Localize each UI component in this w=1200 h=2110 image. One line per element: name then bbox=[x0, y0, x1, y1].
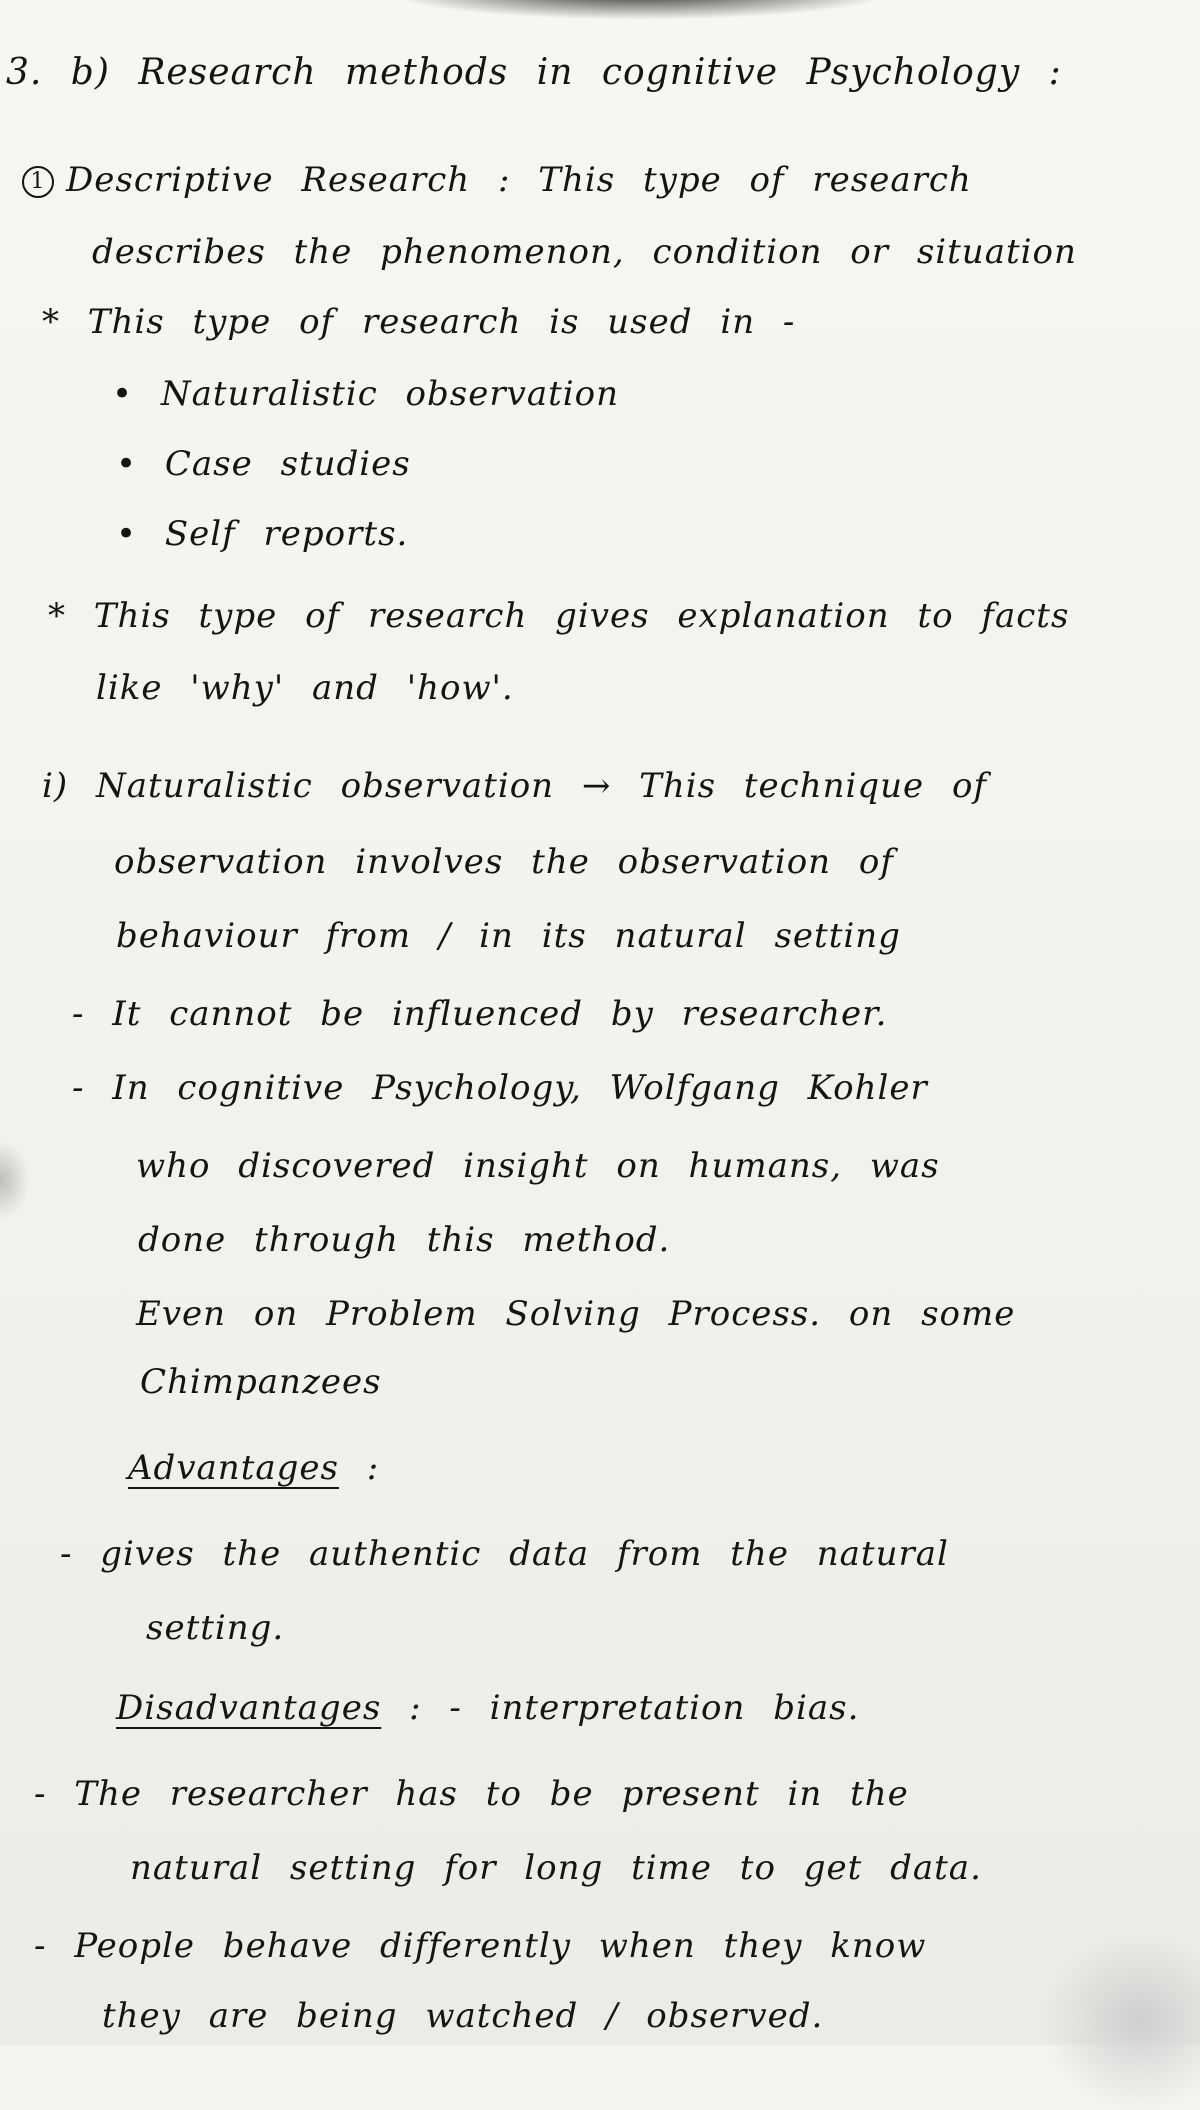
disadvantages-heading bbox=[116, 1688, 859, 1728]
naturalistic-line-6: who discovered insight on humans, was bbox=[136, 1146, 940, 1186]
descriptive-line-1 bbox=[22, 160, 972, 200]
explanation-line-1: * This type of research gives explanation to facts bbox=[48, 596, 1070, 636]
explanation-line-2: like 'why' and 'how'. bbox=[96, 668, 514, 708]
page-shadow-bottom bbox=[1040, 1930, 1200, 2110]
naturalistic-line-5: - In cognitive Psychology, Wolfgang Kohler bbox=[72, 1068, 928, 1108]
descriptive-line-2: describes the phenomenon, condition or situation bbox=[92, 232, 1077, 272]
bullet-case-studies: • Case studies bbox=[116, 444, 411, 484]
descriptive-line-1-text: Descriptive Research : This type of research bbox=[66, 160, 972, 200]
naturalistic-line-9: Chimpanzees bbox=[140, 1362, 382, 1402]
page-heading: 3. b) Research methods in cognitive Psychology : bbox=[6, 52, 1062, 93]
advantages-line-1: - gives the authentic data from the natural bbox=[60, 1534, 949, 1574]
advantages-title: Advantages bbox=[128, 1448, 339, 1488]
disadvantages-line-3: - People behave differently when they know bbox=[34, 1926, 927, 1966]
bullet-self-reports: • Self reports. bbox=[116, 514, 409, 554]
page-shadow-top bbox=[380, 0, 900, 20]
disadvantages-line-2: natural setting for long time to get data. bbox=[130, 1848, 982, 1888]
advantages-colon: : bbox=[366, 1448, 380, 1488]
naturalistic-line-7: done through this method. bbox=[138, 1220, 671, 1260]
naturalistic-line-3: behaviour from / in its natural setting bbox=[116, 916, 901, 956]
disadvantages-rest: : - interpretation bias. bbox=[409, 1688, 860, 1728]
page-shadow-left bbox=[0, 1140, 30, 1220]
section-number-badge: 1 bbox=[22, 166, 54, 198]
naturalistic-line-8: Even on Problem Solving Process. on some bbox=[136, 1294, 1016, 1334]
disadvantages-line-4: they are being watched / observed. bbox=[102, 1996, 824, 2036]
naturalistic-line-2: observation involves the observation of bbox=[114, 842, 894, 882]
advantages-heading bbox=[128, 1448, 379, 1488]
advantages-line-2: setting. bbox=[146, 1608, 285, 1648]
naturalistic-line-1: i) Naturalistic observation → This technique of bbox=[42, 766, 988, 806]
disadvantages-title: Disadvantages bbox=[116, 1688, 382, 1728]
naturalistic-line-4: - It cannot be influenced by researcher. bbox=[72, 994, 888, 1034]
bullet-naturalistic: • Naturalistic observation bbox=[112, 374, 619, 414]
used-in-line: * This type of research is used in - bbox=[42, 302, 796, 342]
disadvantages-line-1: - The researcher has to be present in the bbox=[34, 1774, 909, 1814]
